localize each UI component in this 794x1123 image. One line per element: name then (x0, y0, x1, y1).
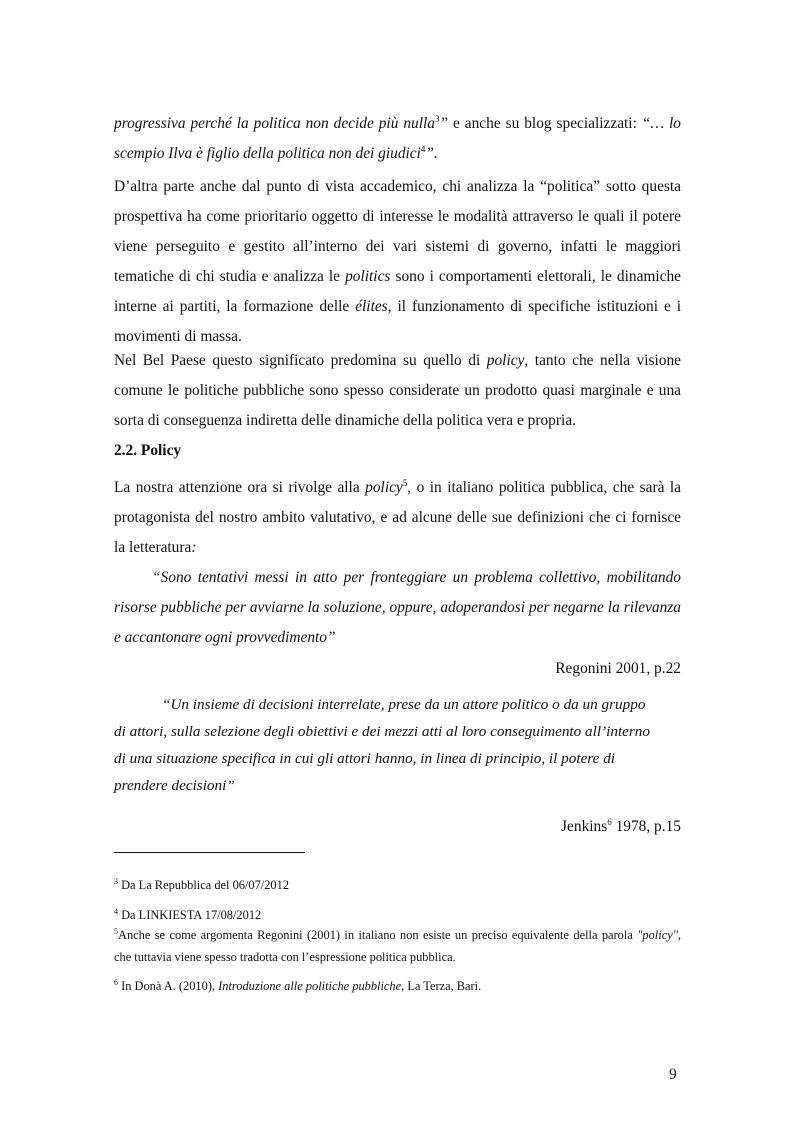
paragraph-continuation: progressiva perché la politica non decide più nulla$^3$” e anche su blog specializzati: “… lo scempio Ilva è figlio della politica non dei giudici$^4$”. (114, 114, 681, 162)
footnote-ref-4[interactable]: 4 (420, 144, 426, 154)
quote-line: di una situazione specifica in cui gli attori hanno, in linea di principio, il potere di (114, 750, 616, 767)
quote-line: prendere decisioni” (114, 777, 235, 794)
footnote-ref-6[interactable]: 6 (607, 817, 612, 827)
footnote-5: $^5$Anche se come argomenta Regonini (2001) in italiano non esiste un preciso equivalente della parola "policy", che tuttavia viene spesso tradotta con l’espressione politica pubblica. (114, 927, 681, 964)
paragraph-politics: D’altra parte anche dal punto di vista accademico, chi analizza la “politica” sotto questa prospettiva ha come prioritario oggetto di interesse le modalità attraverso le quali il potere viene perseguito e gestito all’interno dei vari sistemi di governo, infatti le maggiori tematiche di chi studia e analizza le politics sono i comportamenti elettorali, le dinamiche interne ai partiti, la formazione delle élites, il funzionamento di specifiche istituzioni e i movimenti di massa. (114, 178, 681, 345)
paragraph-bel-paese: Nel Bel Paese questo significato predomina su quello di policy, tanto che nella visione comune le politiche pubbliche sono spesso considerate un prodotto quasi marginale e una sorta di conseguenza indiretta delle dinamiche della politica vera e propria. (114, 352, 681, 429)
footnote-6: $^6$ In Donà A. (2010), Introduzione alle politiche pubbliche, La Terza, Bari. (114, 978, 482, 993)
block-quote-regonini: “Sono tentativi messi in atto per fronteggiare un problema collettivo, mobilitando risorse pubbliche per avviarne la soluzione, oppure, adoperandosi per negarne la rilevanza e accantonare ogni provvedimento” (114, 569, 681, 646)
footnote-separator (114, 852, 305, 853)
block-quote-jenkins (114, 691, 681, 799)
citation-jenkins: Jenkins$^6$ 1978, p.15 (561, 817, 681, 835)
footnote-ref-3[interactable]: 3 (434, 114, 440, 124)
quote-line: di attori, sulla selezione degli obiettivi e dei mezzi atti al loro conseguimento all’interno (114, 723, 650, 740)
paragraph-policy-intro: La nostra attenzione ora si rivolge alla policy$^5$, o in italiano politica pubblica, che sarà la protagonista del nostro ambito valutativo, e ad alcune delle sue definizioni che ci fornisce la letteratura: (114, 478, 681, 556)
footnote-ref-5[interactable]: 5 (402, 478, 408, 488)
footnote-4: $^4$ Da LINKIESTA 17/08/2012 (114, 907, 262, 922)
footnote-3: $^3$ Da La Repubblica del 06/07/2012 (114, 877, 290, 892)
quote-close-mark: ” (439, 115, 449, 132)
citation-regonini: Regonini 2001, p.22 (555, 660, 681, 677)
quote-line: “Un insieme di decisioni interrelate, prese da un attore politico o da un gruppo (162, 696, 646, 713)
section-heading: 2.2. Policy (114, 442, 182, 459)
page-number: 9 (669, 1066, 677, 1083)
